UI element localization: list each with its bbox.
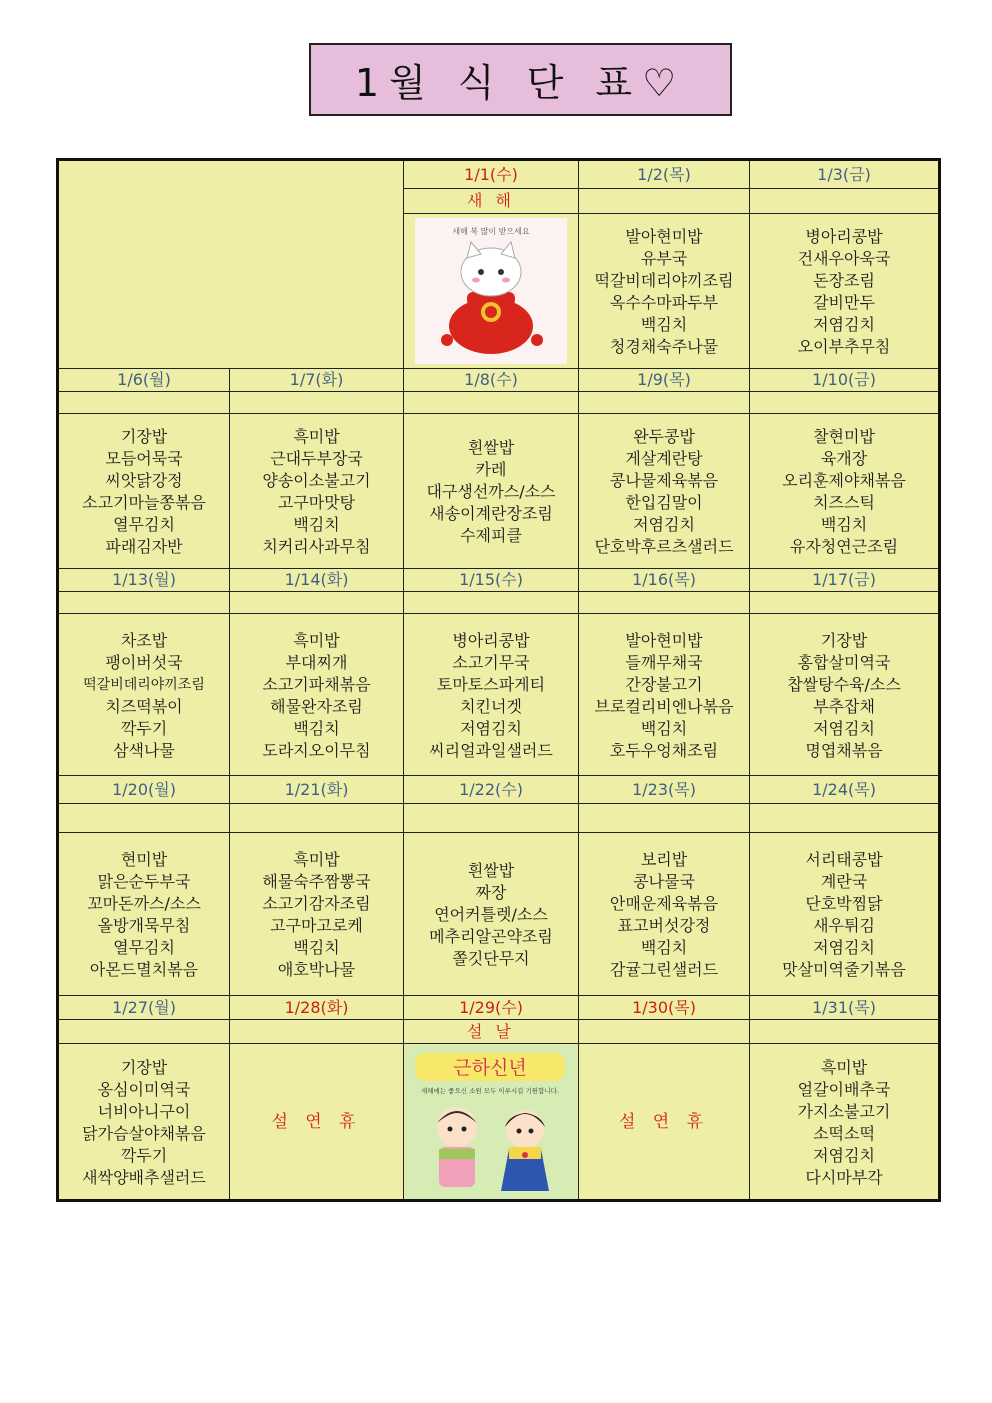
menu-item: 열무김치 <box>113 514 175 534</box>
date-cell: 1/15(수) <box>404 568 579 591</box>
date-cell: 1/16(목) <box>579 568 750 591</box>
date-cell: 1/17(금) <box>750 568 940 591</box>
holiday-cell <box>579 804 750 832</box>
menu-item: 양송이소불고기 <box>262 470 371 490</box>
menu-item: 대구생선까스/소스 <box>426 481 556 501</box>
holiday-cell <box>579 591 750 613</box>
menu-item: 찰현미밥 <box>813 426 875 446</box>
week-4-holiday-row <box>58 804 940 832</box>
menu-item: 새송이계란장조림 <box>429 503 553 523</box>
menu-item: 청경채숙주나물 <box>609 337 719 356</box>
date-cell: 1/29(수) <box>404 996 579 1020</box>
menu-item: 떡갈비데리야끼조림 <box>594 271 734 290</box>
menu-item: 오이부추무침 <box>797 337 891 356</box>
week-3-menu-row <box>58 613 940 776</box>
menu-item: 닭가슴살야채볶음 <box>82 1123 206 1143</box>
menu-item: 게살계란탕 <box>625 448 703 468</box>
menu-item: 브로컬리비엔나볶음 <box>594 696 734 716</box>
menu-item: 가지소불고기 <box>797 1101 891 1121</box>
menu-item: 떡갈비데리야끼조림 <box>83 676 205 693</box>
week-3-holiday-row <box>58 591 940 613</box>
menu-cell <box>58 613 230 776</box>
holiday-cell <box>230 391 404 413</box>
menu-item: 표고버섯강정 <box>617 915 711 935</box>
menu-item: 발아현미밥 <box>625 227 703 246</box>
menu-item: 저염김치 <box>813 718 875 738</box>
menu-item: 부추잡채 <box>813 696 875 716</box>
menu-item: 얼갈이배추국 <box>797 1079 891 1099</box>
menu-item: 오리훈제야채볶음 <box>782 470 906 490</box>
holiday-cell <box>750 591 940 613</box>
menu-item: 흰쌀밥 <box>467 437 515 457</box>
date-cell: 1/22(수) <box>404 776 579 804</box>
closed-label: 설 연 휴 <box>230 1044 404 1201</box>
menu-item: 저염김치 <box>813 315 875 334</box>
menu-item: 쫄깃단무지 <box>452 948 530 968</box>
menu-item: 찹쌀탕수육/소스 <box>787 674 901 694</box>
menu-item: 치즈떡볶이 <box>105 696 183 716</box>
menu-item: 짜장 <box>475 882 507 902</box>
menu-item: 흑미밥 <box>820 1057 868 1077</box>
week-2-menu-row <box>58 413 940 568</box>
menu-item: 고구마고로케 <box>270 915 363 935</box>
menu-item: 흑미밥 <box>293 630 340 650</box>
menu-item: 흰쌀밥 <box>467 860 515 880</box>
menu-item: 팽이버섯국 <box>105 652 183 672</box>
menu-item: 치커리사과무침 <box>262 536 371 556</box>
menu-cell <box>230 613 404 776</box>
menu-item: 병아리콩밥 <box>805 227 883 246</box>
menu-item: 백김치 <box>293 514 340 534</box>
menu-item: 치킨너겟 <box>460 696 522 716</box>
menu-cell <box>579 214 750 369</box>
menu-cell <box>579 413 750 568</box>
menu-item: 해물숙주짬뽕국 <box>262 871 371 891</box>
new-year-cat-image <box>415 218 567 364</box>
menu-item: 흑미밥 <box>293 426 340 446</box>
menu-item: 새싹양배추샐러드 <box>82 1167 206 1187</box>
holiday-cell <box>58 391 230 413</box>
menu-item: 백김치 <box>640 937 688 957</box>
menu-cell <box>579 832 750 996</box>
menu-item: 애호박나물 <box>277 959 356 979</box>
menu-item: 명엽채볶음 <box>805 740 883 760</box>
menu-item: 돈장조림 <box>813 271 875 290</box>
holiday-cell <box>579 189 750 214</box>
menu-item: 유자청연근조림 <box>789 536 899 556</box>
week-4-date-row <box>58 776 940 804</box>
date-cell: 1/10(금) <box>750 368 940 391</box>
menu-item: 옹심이미역국 <box>97 1079 191 1099</box>
menu-cell <box>58 413 230 568</box>
menu-item: 들깨무채국 <box>625 652 703 672</box>
holiday-cell <box>404 804 579 832</box>
menu-item: 저염김치 <box>460 718 522 738</box>
menu-item: 고구마맛탕 <box>277 492 356 512</box>
menu-item: 단호박후르츠샐러드 <box>594 536 734 556</box>
new-year-image-cell <box>404 214 579 369</box>
menu-item: 옥수수마파두부 <box>609 293 719 312</box>
menu-item: 열무김치 <box>113 937 175 957</box>
menu-item: 메추리알곤약조림 <box>429 926 553 946</box>
menu-item: 소떡소떡 <box>813 1123 875 1143</box>
closed-label: 설 연 휴 <box>579 1044 750 1201</box>
menu-item: 감귤그린샐러드 <box>609 959 719 979</box>
week-5-holiday-row <box>58 1020 940 1044</box>
menu-item: 삼색나물 <box>113 740 175 760</box>
menu-item: 치즈스틱 <box>813 492 875 512</box>
menu-item: 백김치 <box>293 718 340 738</box>
holiday-cell <box>750 1020 940 1044</box>
menu-item: 수제피클 <box>460 525 522 545</box>
menu-item: 저염김치 <box>813 937 875 957</box>
menu-item: 갈비만두 <box>813 293 875 312</box>
menu-cell <box>230 832 404 996</box>
menu-item: 완두콩밥 <box>633 426 695 446</box>
menu-cell <box>750 832 940 996</box>
menu-item: 다시마부각 <box>805 1167 883 1187</box>
menu-item: 맛살미역줄기볶음 <box>782 959 906 979</box>
menu-item: 저염김치 <box>813 1145 875 1165</box>
image-title: 근하신년 <box>453 1056 527 1079</box>
menu-item: 백김치 <box>640 315 688 334</box>
menu-item: 차조밥 <box>120 630 168 650</box>
holiday-cell <box>750 391 940 413</box>
menu-item: 깍두기 <box>120 1145 168 1165</box>
menu-item: 아몬드멸치볶음 <box>89 959 199 979</box>
menu-item: 올방개묵무침 <box>97 915 191 935</box>
menu-item: 모듬어묵국 <box>105 448 183 468</box>
date-cell: 1/23(목) <box>579 776 750 804</box>
menu-item: 소고기감자조림 <box>262 893 371 913</box>
menu-item: 단호박찜닭 <box>805 893 883 913</box>
menu-item: 기장밥 <box>820 630 868 650</box>
holiday-cell <box>230 804 404 832</box>
menu-item: 호두우엉채조림 <box>609 740 719 760</box>
empty-cell <box>58 160 404 369</box>
date-cell: 1/21(화) <box>230 776 404 804</box>
week-2-holiday-row <box>58 391 940 413</box>
holiday-label: 설 날 <box>404 1020 579 1044</box>
holiday-cell <box>404 591 579 613</box>
week-4-menu-row <box>58 832 940 996</box>
menu-item: 도라지오이무침 <box>262 740 371 760</box>
holiday-cell <box>579 391 750 413</box>
holiday-cell <box>404 391 579 413</box>
menu-item: 파래김자반 <box>105 536 183 556</box>
menu-item: 근대두부장국 <box>270 448 363 468</box>
menu-cell <box>58 1044 230 1201</box>
week-5-menu-row <box>58 1044 940 1201</box>
menu-item: 육개장 <box>820 448 868 468</box>
menu-item: 씨리얼과일샐러드 <box>429 740 553 760</box>
image-caption: 새해에는 좋으신 소원 모두 이루시길 기원합니다. <box>421 1086 559 1095</box>
menu-item: 콩나물국 <box>633 871 695 891</box>
menu-item: 현미밥 <box>120 849 168 869</box>
holiday-label: 새 해 <box>404 189 579 214</box>
date-cell: 1/20(월) <box>58 776 230 804</box>
menu-item: 기장밥 <box>120 1057 168 1077</box>
menu-item: 건새우아욱국 <box>797 249 891 268</box>
menu-cell <box>230 413 404 568</box>
holiday-cell <box>58 591 230 613</box>
menu-item: 꼬마돈까스/소스 <box>87 893 201 913</box>
date-cell: 1/24(목) <box>750 776 940 804</box>
menu-cell <box>750 214 940 369</box>
menu-item: 소고기파채볶음 <box>262 674 371 694</box>
lunar-new-year-image <box>405 1045 577 1199</box>
date-cell: 1/6(월) <box>58 368 230 391</box>
menu-cell <box>404 613 579 776</box>
menu-item: 기장밥 <box>120 426 168 446</box>
holiday-cell <box>58 804 230 832</box>
menu-item: 백김치 <box>293 937 340 957</box>
menu-cell <box>58 832 230 996</box>
week-1-date-row <box>58 160 940 189</box>
menu-cell <box>750 613 940 776</box>
menu-item: 맑은순두부국 <box>97 871 191 891</box>
date-cell: 1/31(목) <box>750 996 940 1020</box>
menu-item: 백김치 <box>640 718 688 738</box>
holiday-cell <box>230 1020 404 1044</box>
menu-item: 카레 <box>475 459 507 479</box>
holiday-cell <box>750 189 940 214</box>
menu-item: 간장불고기 <box>625 674 703 694</box>
menu-cell <box>750 1044 940 1201</box>
date-cell: 1/9(목) <box>579 368 750 391</box>
menu-cell <box>404 413 579 568</box>
menu-item: 홍합살미역국 <box>797 652 891 672</box>
date-cell: 1/28(화) <box>230 996 404 1020</box>
lunar-new-year-image-cell <box>404 1044 579 1201</box>
week-5-date-row <box>58 996 940 1020</box>
menu-cell <box>750 413 940 568</box>
week-2-date-row <box>58 368 940 391</box>
menu-item: 계란국 <box>820 871 868 891</box>
holiday-cell <box>230 591 404 613</box>
meal-calendar-table <box>56 158 941 1202</box>
menu-item: 한입김말이 <box>625 492 703 512</box>
menu-item: 저염김치 <box>633 514 695 534</box>
menu-item: 소고기마늘쫑볶음 <box>82 492 206 512</box>
menu-item: 해물완자조림 <box>270 696 363 716</box>
date-cell: 1/8(수) <box>404 368 579 391</box>
image-caption: 새해 복 많이 받으세요 <box>452 227 530 236</box>
date-cell: 1/7(화) <box>230 368 404 391</box>
menu-item: 유부국 <box>640 249 688 268</box>
menu-item: 서리태콩밥 <box>805 849 883 869</box>
date-cell: 1/27(월) <box>58 996 230 1020</box>
menu-item: 백김치 <box>820 514 868 534</box>
menu-item: 흑미밥 <box>293 849 340 869</box>
menu-item: 안매운제육볶음 <box>609 893 719 913</box>
menu-item: 토마토스파게티 <box>436 674 546 694</box>
date-cell: 1/13(월) <box>58 568 230 591</box>
holiday-cell <box>58 1020 230 1044</box>
menu-cell <box>579 613 750 776</box>
menu-item: 소고기무국 <box>452 652 530 672</box>
menu-item: 부대찌개 <box>285 652 348 672</box>
menu-item: 씨앗닭강정 <box>105 470 183 490</box>
date-cell: 1/30(목) <box>579 996 750 1020</box>
menu-item: 깍두기 <box>120 718 168 738</box>
menu-item: 연어커틀렛/소스 <box>434 904 548 924</box>
menu-item: 보리밥 <box>640 849 688 869</box>
menu-item: 발아현미밥 <box>625 630 703 650</box>
date-cell: 1/2(목) <box>579 160 750 189</box>
menu-item: 콩나물제육볶음 <box>609 470 719 490</box>
date-cell: 1/3(금) <box>750 160 940 189</box>
menu-cell <box>404 832 579 996</box>
menu-item: 새우튀김 <box>813 915 875 935</box>
week-3-date-row <box>58 568 940 591</box>
menu-item: 병아리콩밥 <box>452 630 530 650</box>
page-title: 1월 식 단 표♡ <box>309 43 732 116</box>
holiday-cell <box>579 1020 750 1044</box>
menu-item: 너비아니구이 <box>97 1101 191 1121</box>
holiday-cell <box>750 804 940 832</box>
date-cell: 1/14(화) <box>230 568 404 591</box>
date-cell: 1/1(수) <box>404 160 579 189</box>
